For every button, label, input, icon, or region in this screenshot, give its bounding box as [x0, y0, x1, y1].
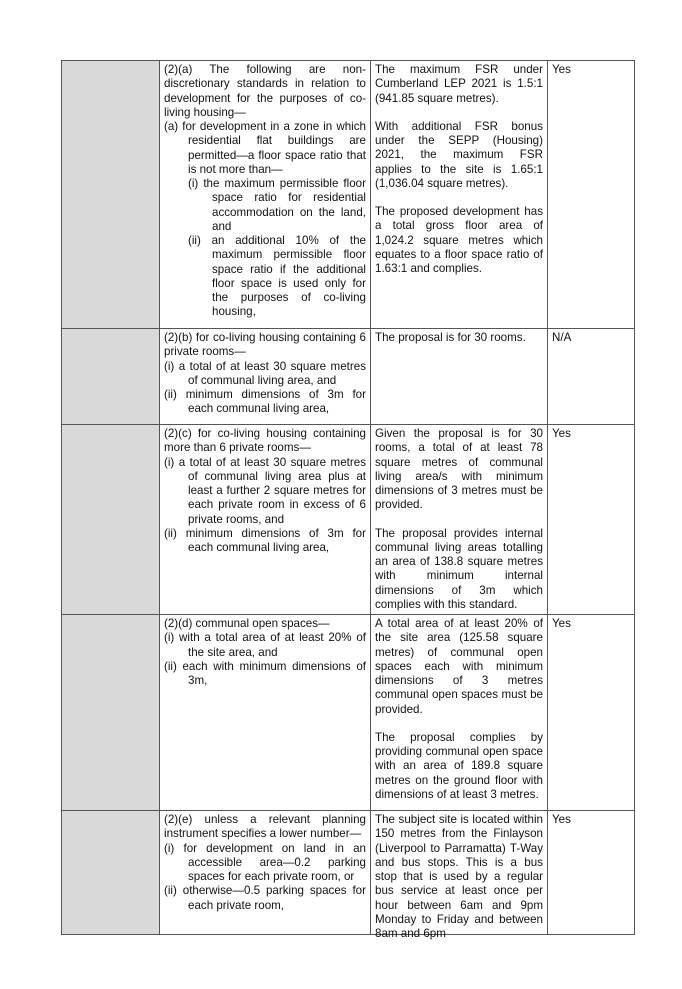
clause-intro: (2)(e) unless a relevant planning instrument specifies a lower number— [164, 813, 366, 841]
clause-cell [160, 811, 371, 935]
comment-cell [371, 61, 548, 329]
complies-value: Yes [552, 617, 571, 630]
complies-value: Yes [552, 813, 571, 826]
comment-paragraph: The proposed development has a total gross floor area of 1,024.2 square metres which equates to a floor space ratio of 1.63:1 and complies. [375, 205, 543, 275]
shaded-cell [62, 811, 160, 935]
complies-cell [548, 811, 635, 935]
compliance-table [61, 60, 635, 940]
comment-cell [371, 615, 548, 811]
clause-item: (ii) minimum dimensions of 3m for each communal living area, [164, 526, 366, 554]
comment-paragraph: The proposal complies by providing communal open space with an area of 189.8 square metres on the ground floor with dimensions of at least 3 metres. [375, 730, 543, 801]
comment-paragraph: With additional FSR bonus under the SEPP (Housing) 2021, the maximum FSR applies to the site is 1.65:1 (1,036.04 square metres). [375, 119, 543, 190]
complies-cell [548, 329, 635, 425]
complies-value: Yes [552, 63, 571, 76]
comment-paragraph: The proposal provides internal communal living areas totalling an area of 138.8 square metres with minimum internal dimensions of 3m which complies with this standard. [375, 526, 543, 611]
clause-intro: (2)(c) for co-living housing containing more than 6 private rooms— [164, 427, 366, 455]
table-row [62, 615, 635, 811]
comment-paragraph: Given the proposal is for 30 rooms, a total of at least 78 square metres of communal living area/s with minimum dimensions of 3 metres must be provided. [375, 427, 543, 512]
clause-item: (i) a total of at least 30 square metres of communal living area, and [164, 359, 366, 387]
shaded-cell [62, 329, 160, 425]
shaded-cell [62, 425, 160, 615]
clause-cell [160, 425, 371, 615]
table-row [62, 61, 635, 329]
clause-item: (i) for development on land in an accessible area—0.2 parking spaces for each private room, or [164, 841, 366, 883]
comment-paragraph: The maximum FSR under Cumberland LEP 2021 is 1.5:1 (941.85 square metres). [375, 63, 543, 105]
shaded-cell [62, 615, 160, 811]
comment-cell [371, 329, 548, 425]
clause-cell [160, 61, 371, 329]
clause-cell [160, 329, 371, 425]
complies-cell [548, 425, 635, 615]
comment-paragraph: A total area of at least 20% of the site area (125.58 square metres) of communal open spaces each with minimum dimensions of 3 metres communal open spaces must be provided. [375, 617, 543, 716]
compliance-table-page [61, 60, 634, 940]
clause-intro: (2)(a) The following are non-discretionary standards in relation to development for the purposes of co-living housing— [164, 63, 366, 119]
clause-item: (a) for development in a zone in which residential flat buildings are permitted—a floor space ratio that is not more than— [164, 120, 366, 176]
complies-value: N/A [552, 331, 572, 344]
clause-item: (ii) each with minimum dimensions of 3m, [164, 659, 366, 687]
complies-cell [548, 615, 635, 811]
comment-paragraph: The proposal is for 30 rooms. [375, 331, 526, 344]
complies-cell [548, 61, 635, 329]
clause-cell [160, 615, 371, 811]
comment-paragraph: The subject site is located within 150 metres from the Finlayson (Liverpool to Parramatta) T-Way and bus stops. This is a bus stop that is used by a regular bus service at least once per hour between 6am and 9pm Monday to Friday and between 8am and 6pm [375, 813, 543, 940]
clause-item: (i) the maximum permissible floor space ratio for residential accommodation on the land, and [188, 177, 366, 233]
clause-item: (i) with a total area of at least 20% of the site area, and [164, 631, 366, 659]
clause-intro: (2)(d) communal open spaces— [164, 617, 330, 630]
clause-item: (ii) minimum dimensions of 3m for each communal living area, [164, 388, 366, 416]
comment-cell [371, 811, 548, 940]
shaded-cell [62, 61, 160, 329]
comment-cell [371, 425, 548, 615]
table-row [62, 811, 635, 935]
clause-item: (ii) an additional 10% of the maximum permissible floor space ratio if the additional floor space is used only for the purposes of co-living housing, [188, 234, 366, 319]
clause-item: (i) a total of at least 30 square metres of communal living area plus at least a further 2 square metres for each private room in excess of 6 private rooms, and [164, 455, 366, 526]
clause-intro: (2)(b) for co-living housing containing 6 private rooms— [164, 331, 366, 359]
table-row [62, 425, 635, 615]
clause-item: (ii) otherwise—0.5 parking spaces for each private room, [164, 884, 366, 912]
table-row [62, 329, 635, 425]
complies-value: Yes [552, 427, 571, 440]
